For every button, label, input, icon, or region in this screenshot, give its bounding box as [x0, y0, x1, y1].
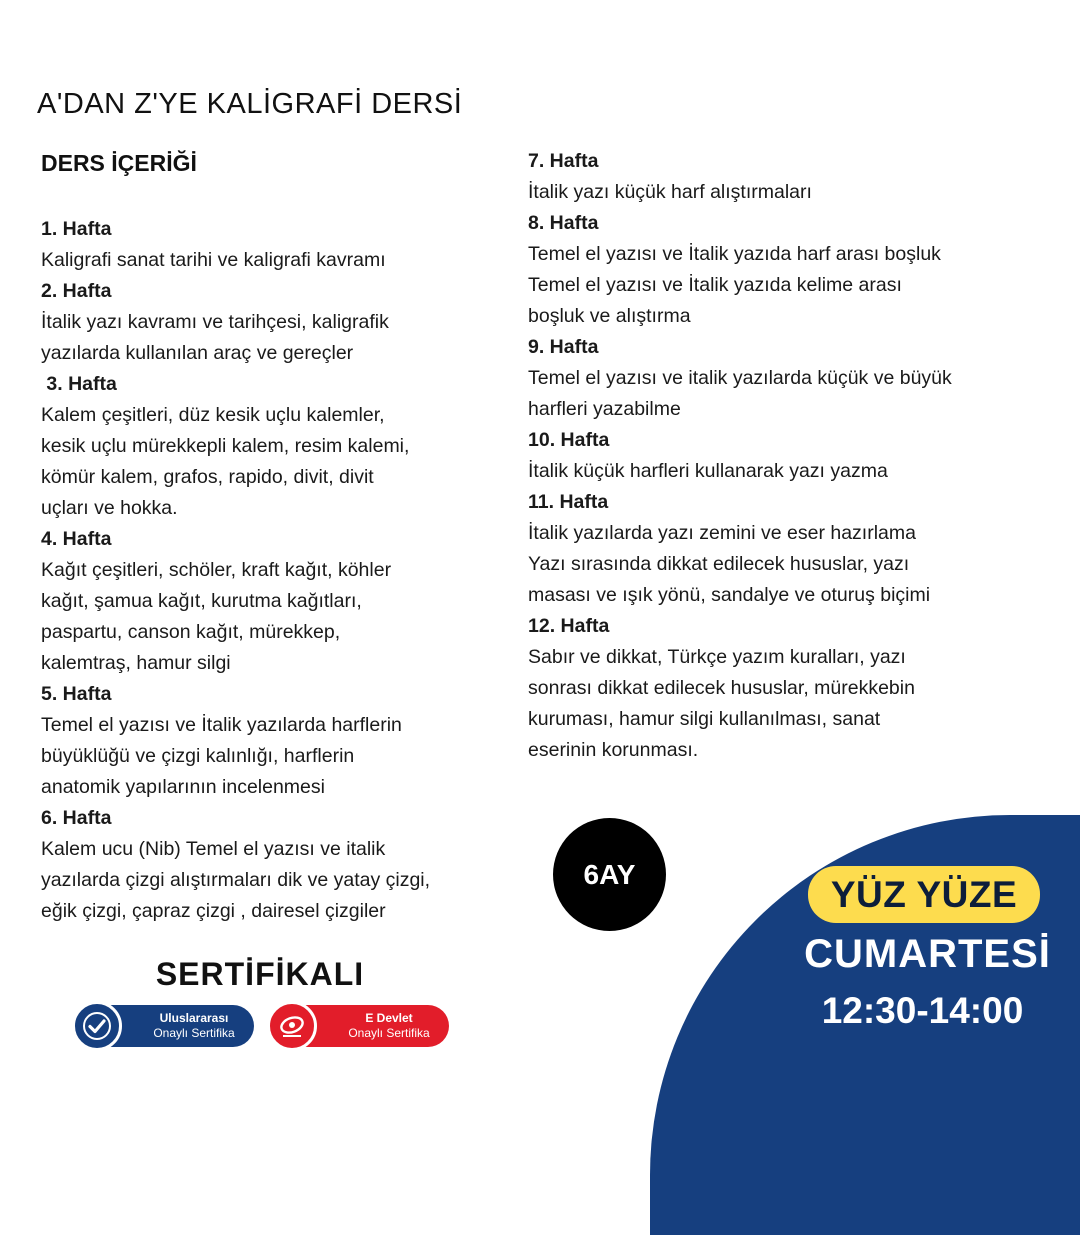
- week-title: 9. Hafta: [528, 336, 599, 358]
- certificate-badge-subtitle: Onaylı Sertifika: [153, 1026, 235, 1040]
- week-title: 4. Hafta: [41, 528, 112, 550]
- week-description: Sabır ve dikkat, Türkçe yazım kuralları, yazı sonrası dikkat edilecek hususlar, mürekkebin kuruması, hamur silgi kullanılması, sanat eserinin korunması.: [528, 646, 915, 761]
- week-title: 1. Hafta: [41, 218, 112, 240]
- international-certificate-badge: [74, 1005, 254, 1047]
- week-description: İtalik yazılarda yazı zemini ve eser hazırlama Yazı sırasında dikkat edilecek hususlar, yazı masası ve ışık yönü, sandalye ve oturuş biçimi: [528, 522, 931, 606]
- curriculum-column-left: [41, 214, 491, 927]
- week-description: İtalik yazı kavramı ve tarihçesi, kaligrafik yazılarda kullanılan araç ve gereçler: [41, 311, 389, 364]
- week-item: [41, 276, 491, 369]
- certificate-badge-title: E Devlet: [365, 1011, 413, 1025]
- certificate-badge-title: Uluslararası: [159, 1011, 229, 1025]
- week-title: 8. Hafta: [528, 212, 599, 234]
- week-description: Temel el yazısı ve İtalik yazıda harf arası boşluk Temel el yazısı ve İtalik yazıda kelime arası boşluk ve alıştırma: [528, 243, 941, 327]
- week-title: 12. Hafta: [528, 615, 610, 637]
- week-description: İtalik küçük harfleri kullanarak yazı yazma: [528, 460, 888, 482]
- week-title: 3. Hafta: [41, 373, 117, 395]
- week-description: Kalem ucu (Nib) Temel el yazısı ve italik yazılarda çizgi alıştırmaları dik ve yatay çizgi, eğik çizgi, çapraz çizgi , dairesel çizgiler: [41, 838, 431, 922]
- week-description: Temel el yazısı ve italik yazılarda küçük ve büyük harfleri yazabilme: [528, 367, 952, 420]
- week-description: Temel el yazısı ve İtalik yazılarda harflerin büyüklüğü ve çizgi kalınlığı, harflerin anatomik yapılarının incelenmesi: [41, 714, 402, 798]
- week-item: [528, 425, 1038, 487]
- week-item: [41, 369, 491, 524]
- week-item: [528, 611, 1038, 766]
- section-heading: DERS İÇERİĞİ: [41, 150, 197, 176]
- schedule-day: CUMARTESİ: [804, 932, 1051, 976]
- schedule-time: 12:30-14:00: [821, 990, 1024, 1031]
- certificate-title: SERTİFİKALI: [155, 956, 365, 992]
- mode-label: YÜZ YÜZE: [830, 873, 1018, 915]
- week-title: 10. Hafta: [528, 429, 610, 451]
- week-description: Kalem çeşitleri, düz kesik uçlu kalemler, kesik uçlu mürekkepli kalem, resim kalemi, kömür kalem, grafos, rapido, divit, divit uçları ve hokka.: [41, 404, 410, 519]
- mode-pill: [808, 866, 1040, 923]
- week-title: 7. Hafta: [528, 150, 599, 172]
- page-title: A'DAN Z'YE KALİGRAFİ DERSİ: [37, 88, 463, 120]
- certificate-badge-subtitle: Onaylı Sertifika: [348, 1026, 430, 1040]
- curriculum-column-right: [528, 146, 1038, 766]
- duration-badge: [553, 818, 666, 931]
- week-item: [528, 487, 1038, 611]
- week-description: Kaligrafi sanat tarihi ve kaligrafi kavramı: [41, 249, 386, 271]
- week-item: [41, 524, 491, 679]
- week-item: [41, 214, 491, 276]
- checkmark-icon: [72, 1001, 122, 1051]
- edevlet-logo-icon: [267, 1001, 317, 1051]
- week-item: [41, 803, 491, 927]
- week-item: [528, 208, 1038, 332]
- week-item: [528, 146, 1038, 208]
- week-item: [528, 332, 1038, 425]
- edevlet-certificate-badge: [269, 1005, 449, 1047]
- duration-badge-label: 6AY: [583, 858, 636, 890]
- week-description: Kağıt çeşitleri, schöler, kraft kağıt, köhler kağıt, şamua kağıt, kurutma kağıtları, paspartu, canson kağıt, mürekkep, kalemtraş, hamur silgi: [41, 559, 392, 674]
- week-item: [41, 679, 491, 803]
- week-description: İtalik yazı küçük harf alıştırmaları: [528, 181, 812, 203]
- week-title: 11. Hafta: [528, 491, 609, 513]
- week-title: 6. Hafta: [41, 807, 112, 829]
- week-title: 2. Hafta: [41, 280, 112, 302]
- week-title: 5. Hafta: [41, 683, 112, 705]
